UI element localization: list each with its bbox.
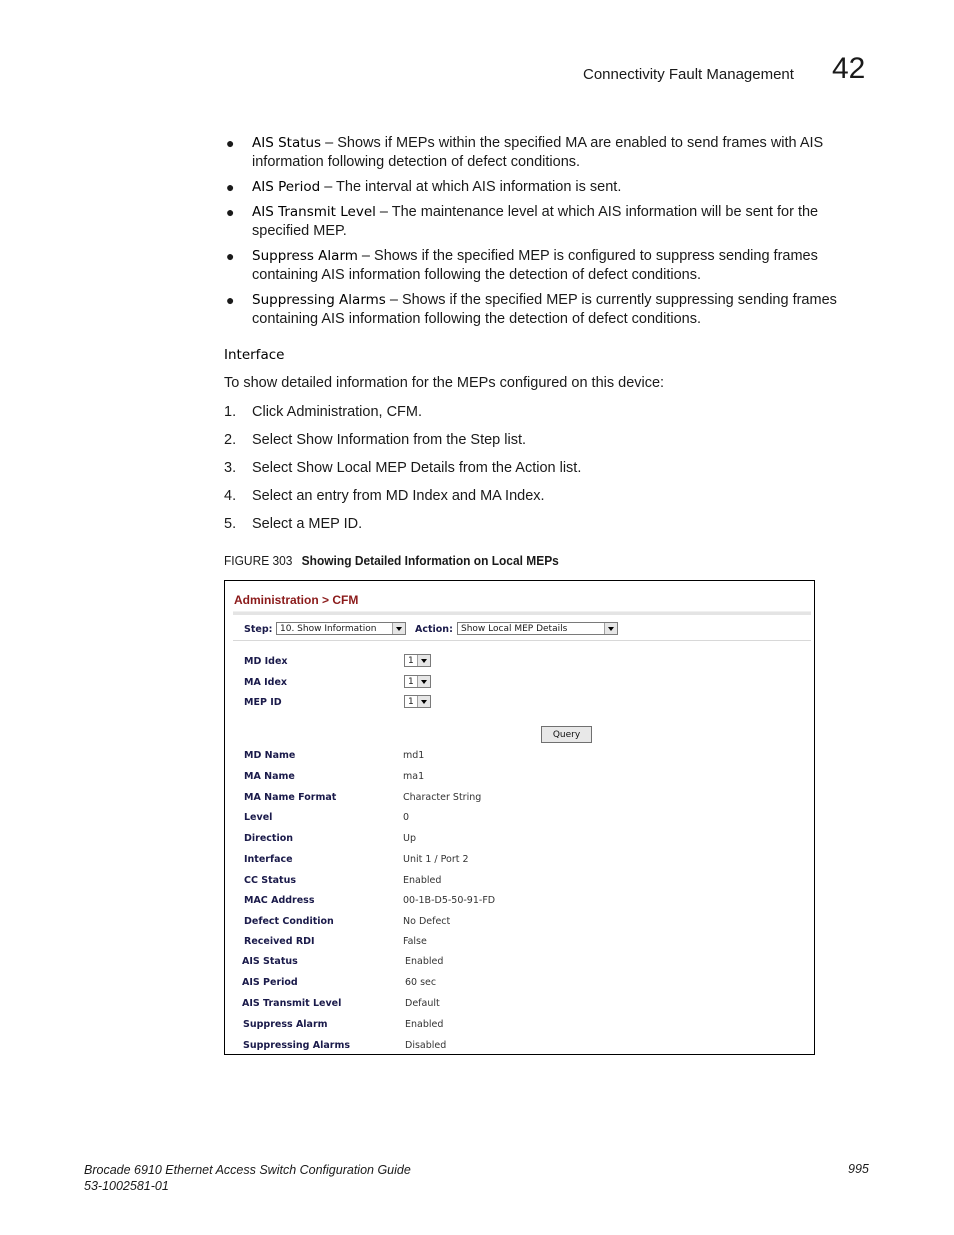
field-description: – The interval at which AIS information is sent. — [320, 179, 622, 195]
field-term: Suppressing Alarms — [252, 292, 386, 308]
divider — [233, 640, 811, 641]
detail-value: md1 — [403, 750, 425, 761]
page-number: 995 — [848, 1162, 869, 1176]
detail-value: Enabled — [405, 956, 444, 967]
md-index-value: 1 — [408, 656, 414, 666]
detail-value: 60 sec — [405, 977, 437, 988]
detail-value: 00-1B-D5-50-91-FD — [403, 895, 496, 906]
step-number: 2. — [224, 432, 237, 448]
chevron-down-icon[interactable] — [604, 623, 617, 634]
detail-value: Up — [403, 833, 416, 844]
footer-doc-info — [84, 1162, 411, 1194]
footer-title: Brocade 6910 Ethernet Access Switch Configuration Guide — [84, 1163, 411, 1177]
divider — [233, 611, 811, 615]
mep-id-value: 1 — [408, 697, 414, 707]
detail-value: False — [403, 936, 427, 947]
detail-label: Direction — [244, 833, 293, 844]
step-text: Select an entry from MD Index and MA Index. — [252, 488, 545, 504]
mep-id-label: MEP ID — [244, 697, 282, 708]
bullet-icon: ● — [226, 292, 235, 308]
detail-value: Unit 1 / Port 2 — [403, 854, 469, 865]
mep-id-select[interactable] — [404, 695, 431, 708]
list-item — [224, 291, 864, 329]
step-number: 5. — [224, 516, 237, 532]
detail-value: Disabled — [405, 1040, 447, 1051]
detail-label: MAC Address — [244, 895, 315, 906]
list-item — [224, 178, 864, 197]
detail-label: Suppress Alarm — [243, 1019, 328, 1030]
step-item — [224, 459, 581, 487]
running-header-section: Connectivity Fault Management — [583, 66, 794, 83]
step-label: Step: — [244, 624, 273, 635]
chevron-down-icon[interactable] — [417, 655, 430, 666]
field-description: – Shows if the specified MEP is currently suppressing sending frames containing AIS information following the detection of defect conditions. — [252, 292, 837, 327]
detail-label: Defect Condition — [244, 916, 334, 927]
step-item — [224, 431, 581, 459]
ma-index-select[interactable] — [404, 675, 431, 688]
bullet-icon: ● — [226, 135, 235, 151]
detail-value: No Defect — [403, 916, 451, 927]
step-text: Click Administration, CFM. — [252, 404, 423, 420]
step-text: Select a MEP ID. — [252, 516, 363, 532]
field-description: – Shows if MEPs within the specified MA are enabled to send frames with AIS information following detection of defect conditions. — [252, 135, 824, 170]
step-item — [224, 487, 581, 515]
step-number: 1. — [224, 404, 237, 420]
chapter-number: 42 — [832, 52, 866, 85]
detail-label: Interface — [244, 854, 293, 865]
query-button[interactable]: Query — [541, 726, 592, 743]
figure-caption — [224, 553, 559, 568]
ma-index-label: MA Idex — [244, 677, 288, 688]
field-term: Suppress Alarm — [252, 248, 358, 264]
list-item — [224, 134, 864, 172]
detail-value: Default — [405, 998, 440, 1009]
detail-label: AIS Transmit Level — [242, 998, 342, 1009]
footer-doc-number: 53-1002581-01 — [84, 1179, 169, 1193]
chevron-down-icon[interactable] — [392, 623, 405, 634]
detail-value: Enabled — [403, 875, 442, 886]
chevron-down-icon[interactable] — [417, 696, 430, 707]
detail-value: Enabled — [405, 1019, 444, 1030]
md-index-label: MD Idex — [244, 656, 288, 667]
bullet-icon: ● — [226, 204, 235, 220]
list-item — [224, 247, 864, 285]
bullet-icon: ● — [226, 179, 235, 195]
ma-index-value: 1 — [408, 677, 414, 687]
figure-title: Showing Detailed Information on Local MEPs — [301, 553, 559, 568]
step-text: Select Show Local MEP Details from the Action list. — [252, 460, 582, 476]
detail-label: AIS Status — [242, 956, 298, 967]
field-term: AIS Period — [252, 179, 321, 195]
detail-label: MA Name Format — [244, 792, 337, 803]
detail-label: AIS Period — [242, 977, 298, 988]
detail-value: 0 — [403, 812, 410, 823]
field-term: AIS Transmit Level — [252, 204, 376, 220]
step-select[interactable] — [276, 622, 406, 635]
step-select-value: 10. Show Information — [280, 624, 377, 634]
md-index-select[interactable] — [404, 654, 431, 667]
step-item — [224, 403, 581, 431]
intro-text: To show detailed information for the MEPs configured on this device: — [224, 375, 665, 391]
field-description: – Shows if the specified MEP is configured to suppress sending frames containing AIS information following the detection of defect conditions. — [252, 248, 818, 283]
detail-label: Received RDI — [244, 936, 315, 947]
step-number: 4. — [224, 488, 237, 504]
bullet-icon: ● — [226, 248, 235, 264]
breadcrumb[interactable]: Administration > CFM — [234, 593, 359, 607]
detail-label: MA Name — [244, 771, 295, 782]
step-text: Select Show Information from the Step list. — [252, 432, 527, 448]
field-term: AIS Status — [252, 135, 322, 151]
action-select-value: Show Local MEP Details — [461, 624, 568, 634]
detail-label: Suppressing Alarms — [243, 1040, 351, 1051]
field-description-list — [224, 134, 864, 335]
detail-label: CC Status — [244, 875, 297, 886]
step-number: 3. — [224, 460, 237, 476]
figure-screenshot — [224, 580, 815, 1055]
action-select[interactable] — [457, 622, 618, 635]
detail-label: Level — [244, 812, 273, 823]
detail-value: ma1 — [403, 771, 425, 782]
action-label: Action: — [415, 624, 453, 635]
list-item — [224, 203, 864, 241]
figure-label: FIGURE 303 — [224, 553, 293, 568]
procedure-steps — [224, 403, 581, 543]
chevron-down-icon[interactable] — [417, 676, 430, 687]
field-description: – The maintenance level at which AIS information will be sent for the specified MEP. — [252, 204, 819, 239]
detail-label: MD Name — [244, 750, 296, 761]
step-item — [224, 515, 581, 543]
detail-value: Character String — [403, 792, 482, 803]
section-heading: Interface — [224, 347, 285, 363]
